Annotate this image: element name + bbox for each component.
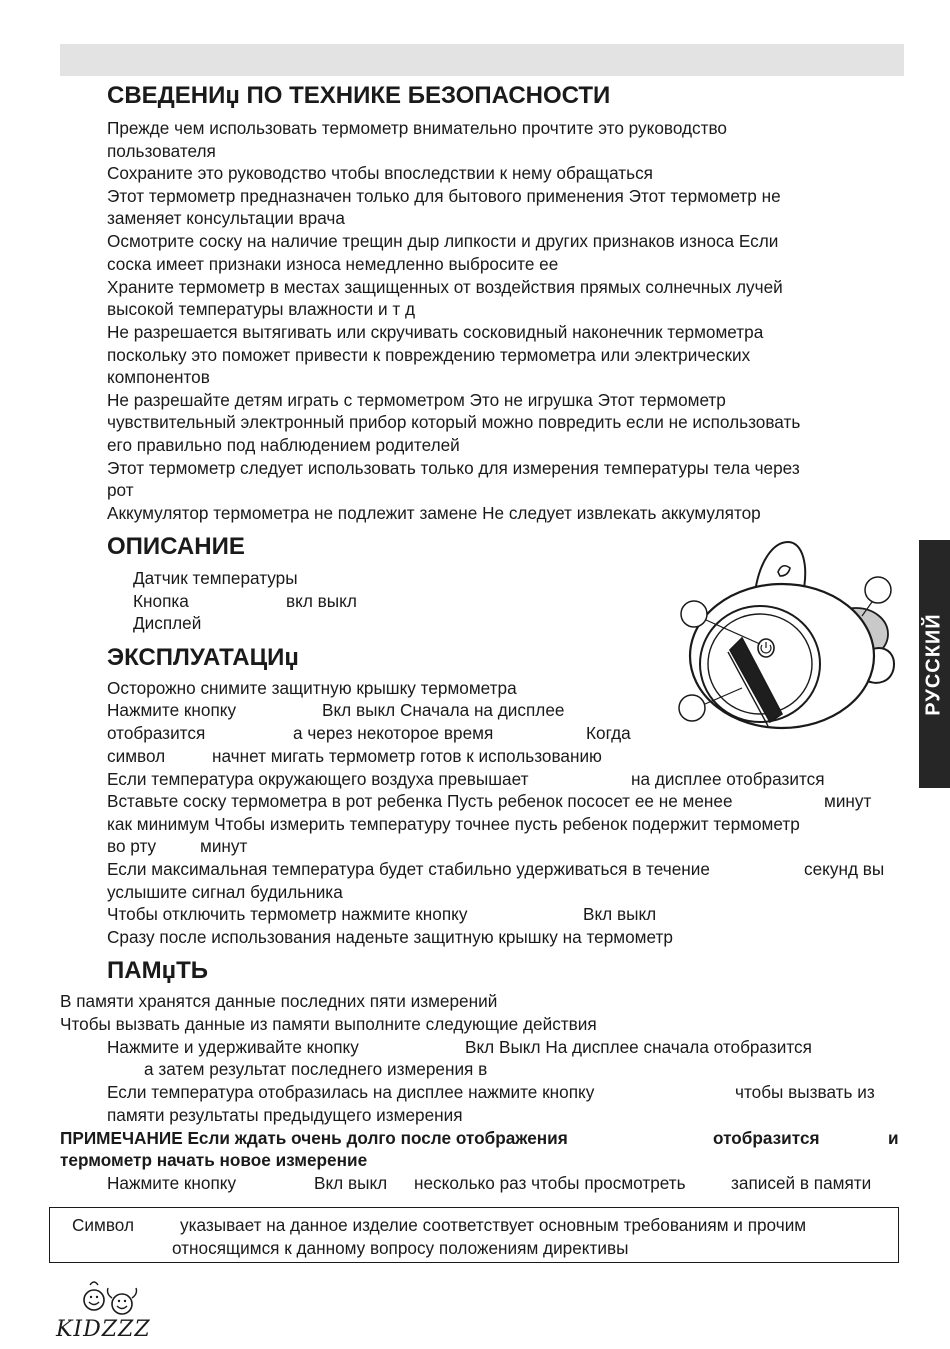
operation-line: Когда <box>586 723 631 743</box>
memory-line: Вкл выкл <box>314 1173 388 1193</box>
safety-line: рот <box>107 480 134 500</box>
operation-line: как минимум Чтобы измерить температуру точнее пусть ребенок подержит термометр <box>107 814 800 834</box>
memory-line: памяти результаты предыдущего измерения <box>107 1105 463 1125</box>
safety-line: Этот термометр следует использовать только для измерения температуры тела через <box>107 458 800 478</box>
description-item-suffix: вкл выкл <box>286 591 357 611</box>
notice-text: указывает на данное изделие соответствует основным требованиям и прочим <box>180 1215 807 1235</box>
safety-line: Сохраните это руководство чтобы впоследствии к нему обращаться <box>107 163 653 183</box>
memory-line: Вкл Выкл На дисплее сначала отобразится <box>465 1037 812 1057</box>
safety-line: Этот термометр предназначен только для бытового применения Этот термометр не <box>107 186 781 206</box>
safety-line: поскольку это поможет привести к повреждению термометра или электрических <box>107 345 751 365</box>
language-tab <box>919 540 950 788</box>
safety-line: Осмотрите соску на наличие трещин дыр липкости и других признаков износа Если <box>107 231 779 251</box>
note-line: ПРИМЕЧАНИЕ Если ждать очень долго после отображения <box>60 1128 568 1148</box>
safety-line: соска имеет признаки износа немедленно выбросите ее <box>107 254 559 274</box>
operation-line: Если температура окружающего воздуха превышает <box>107 769 529 789</box>
safety-line: пользователя <box>107 141 216 161</box>
operation-line: символ <box>107 746 166 766</box>
memory-line: несколько раз чтобы просмотреть <box>414 1173 686 1193</box>
kidzzz-logo <box>54 1278 158 1342</box>
safety-line: Не разрешается вытягивать или скручивать сосковидный наконечник термометра <box>107 322 764 342</box>
note-line: и <box>888 1128 899 1148</box>
operation-line: отобразится <box>107 723 206 743</box>
description-item: Кнопка <box>133 591 189 611</box>
safety-line: высокой температуры влажности и т д <box>107 299 416 319</box>
safety-line: Аккумулятор термометра не подлежит замене Не следует извлекать аккумулятор <box>107 503 761 523</box>
safety-line: заменяет консультации врача <box>107 208 345 228</box>
operation-line: начнет мигать термометр готов к использованию <box>212 746 602 766</box>
description-item: Дисплей <box>133 613 202 633</box>
thermometer-illustration <box>672 538 904 760</box>
operation-line: во рту <box>107 836 157 856</box>
memory-line: Если температура отобразилась на дисплее нажмите кнопку <box>107 1082 595 1102</box>
description-heading: ОПИСАНИЕ <box>107 533 245 560</box>
notice-text: относящимся к данному вопросу положениям директивы <box>172 1238 629 1258</box>
operation-line: на дисплее отобразится <box>631 769 825 789</box>
safety-line: компонентов <box>107 367 210 387</box>
operation-line: Нажмите кнопку <box>107 700 237 720</box>
safety-line: его правильно под наблюдением родителей <box>107 435 460 455</box>
memory-line: Нажмите и удерживайте кнопку <box>107 1037 359 1057</box>
safety-line: Не разрешайте детям играть с термометром Это не игрушка Этот термометр <box>107 390 726 410</box>
memory-line: а затем результат последнего измерения в <box>144 1059 488 1079</box>
operation-line: Сразу после использования наденьте защитную крышку на термометр <box>107 927 673 947</box>
operation-line: минут <box>824 791 872 811</box>
compliance-notice <box>49 1207 899 1263</box>
operation-line: Осторожно снимите защитную крышку термометра <box>107 678 517 698</box>
safety-line: чувствительный электронный прибор который можно повредить если не использовать <box>107 412 801 432</box>
notice-symbol-label: Символ <box>72 1215 134 1235</box>
safety-line: Храните термометр в местах защищенных от воздействия прямых солнечных лучей <box>107 277 783 297</box>
operation-line: Чтобы отключить термометр нажмите кнопку <box>107 904 468 924</box>
header-bar <box>60 44 904 76</box>
safety-heading: СВЕДЕНИџ ПО ТЕХНИКЕ БЕЗОПАСНОСТИ <box>107 82 611 109</box>
note-line: термометр начать новое измерение <box>60 1150 368 1170</box>
operation-line: а через некоторое время <box>293 723 494 743</box>
memory-line: записей в памяти <box>731 1173 872 1193</box>
safety-line: Прежде чем использовать термометр внимательно прочтите это руководство <box>107 118 727 138</box>
operation-line: услышите сигнал будильника <box>107 882 343 902</box>
svg-text:KIDZZZ: KIDZZZ <box>56 1317 151 1342</box>
operation-line: Вставьте соску термометра в рот ребенка Пусть ребенок пососет ее не менее <box>107 791 733 811</box>
operation-line: Вкл выкл <box>583 904 657 924</box>
memory-line: В памяти хранятся данные последних пяти измерений <box>60 991 498 1011</box>
operation-line: секунд вы <box>804 859 885 879</box>
note-line: отобразится <box>713 1128 820 1148</box>
operation-heading: ЭКСПЛУАТАЦИџ <box>107 644 299 671</box>
operation-line: минут <box>200 836 248 856</box>
language-tab-label: РУССКИЙ <box>923 612 945 716</box>
operation-line: Если максимальная температура будет стабильно удерживаться в течение <box>107 859 710 879</box>
memory-line: чтобы вызвать из <box>735 1082 875 1102</box>
description-item: Датчик температуры <box>133 568 298 588</box>
operation-line: Вкл выкл Сначала на дисплее <box>322 700 565 720</box>
memory-line: Нажмите кнопку <box>107 1173 237 1193</box>
memory-line: Чтобы вызвать данные из памяти выполните следующие действия <box>60 1014 597 1034</box>
memory-heading: ПАМџТЬ <box>107 957 208 984</box>
